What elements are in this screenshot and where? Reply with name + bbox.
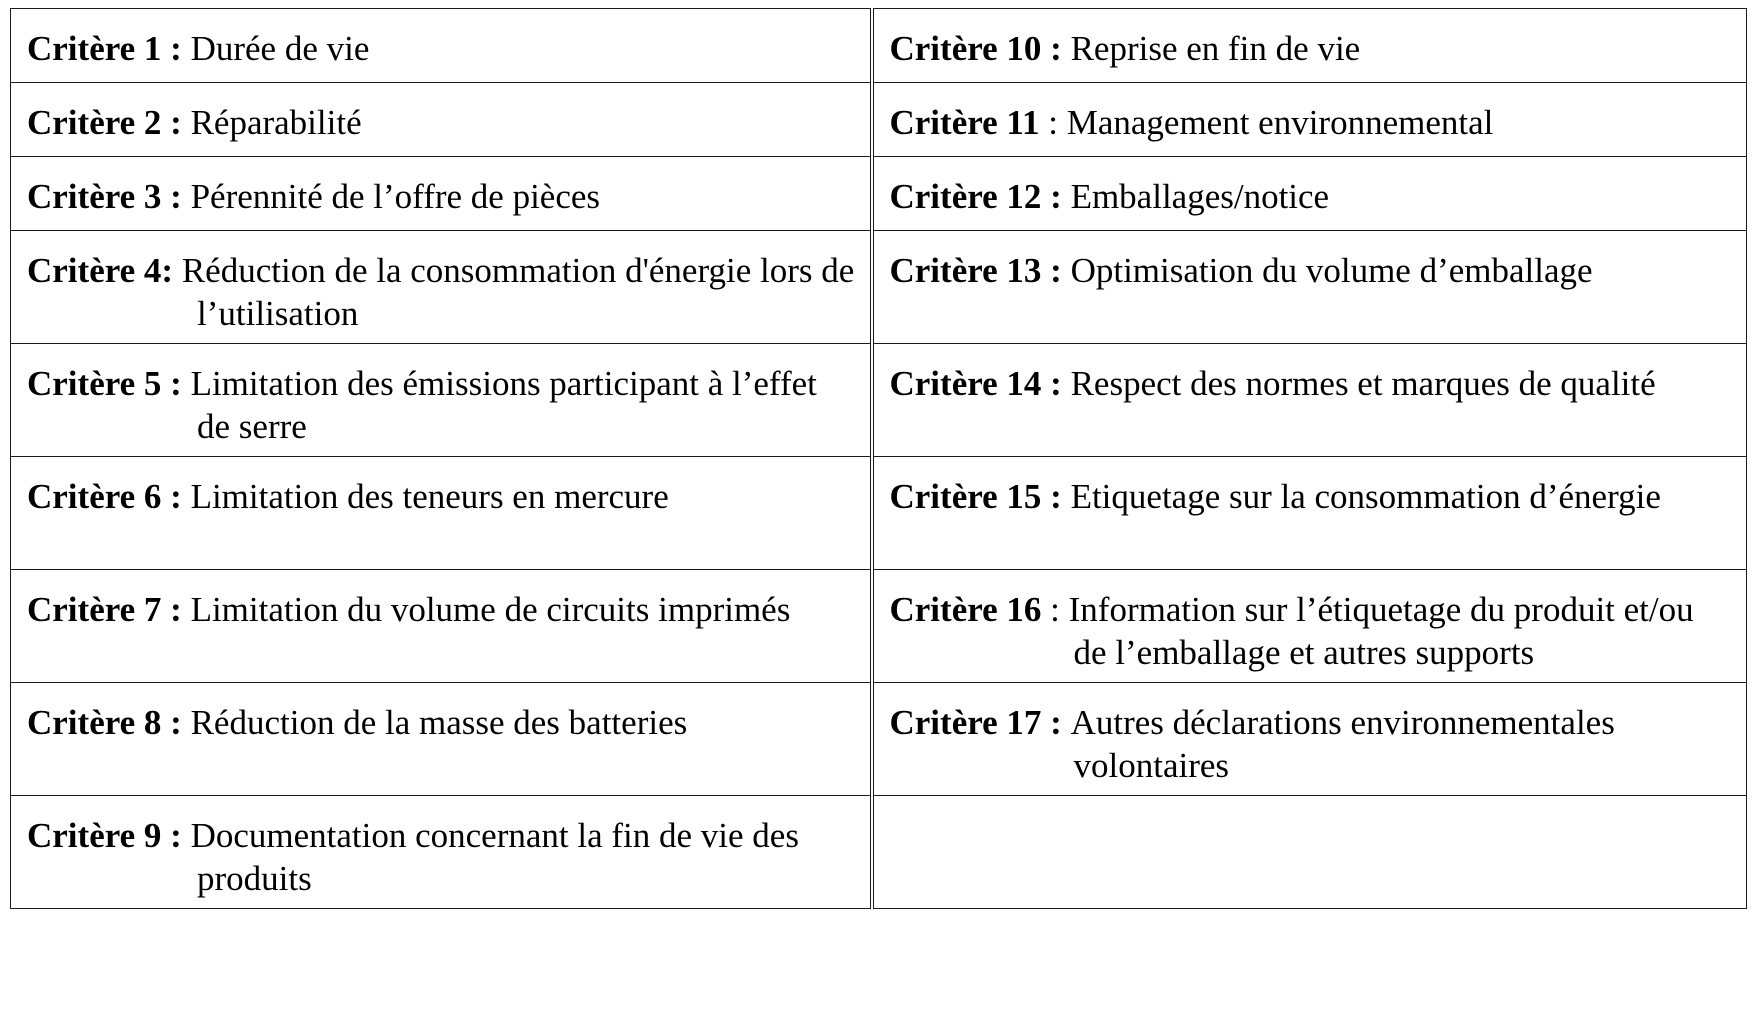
criterion-text: Information sur l’étiquetage du produit et/ou de l’emballage et autres supports	[1068, 590, 1694, 672]
criterion-text: Etiquetage sur la consommation d’énergie	[1070, 477, 1661, 516]
criterion-text: Optimisation du volume d’emballage	[1070, 251, 1593, 290]
criterion-label: Critère 16	[889, 590, 1042, 629]
criterion-label: Critère 1	[27, 29, 162, 68]
criterion-label: Critère 7	[27, 590, 162, 629]
criterion-cell: Critère 7 : Limitation du volume de circuits imprimés	[11, 570, 872, 683]
table-row	[11, 796, 1747, 909]
criterion-label: Critère 6	[27, 477, 162, 516]
criterion-text: Reprise en fin de vie	[1070, 29, 1361, 68]
criterion-label: Critère 12	[889, 177, 1042, 216]
criterion-cell: Critère 11 : Management environnemental	[872, 83, 1747, 157]
table-row	[11, 683, 1747, 796]
criterion-cell: Critère 9 : Documentation concernant la fin de vie des produits	[11, 796, 872, 909]
criterion-cell: Critère 4: Réduction de la consommation d'énergie lors de l’utilisation	[11, 231, 872, 344]
criterion-cell: Critère 16 : Information sur l’étiquetage du produit et/ou de l’emballage et autres supports	[872, 570, 1747, 683]
criterion-text: Limitation du volume de circuits imprimés	[190, 590, 791, 629]
criterion-label: Critère 17	[889, 703, 1042, 742]
table-row	[11, 570, 1747, 683]
criterion-label: Critère 2	[27, 103, 162, 142]
criterion-text: Réparabilité	[190, 103, 362, 142]
criterion-label: Critère 15	[889, 477, 1042, 516]
criteria-table	[10, 8, 1747, 909]
criterion-label: Critère 10	[889, 29, 1042, 68]
criterion-text: Limitation des teneurs en mercure	[190, 477, 669, 516]
criterion-text: Limitation des émissions participant à l’effet de serre	[190, 364, 817, 446]
criterion-cell: Critère 1 : Durée de vie	[11, 9, 872, 83]
criterion-label: Critère 8	[27, 703, 162, 742]
table-row	[11, 231, 1747, 344]
criterion-cell: Critère 5 : Limitation des émissions participant à l’effet de serre	[11, 344, 872, 457]
criterion-label: Critère 14	[889, 364, 1042, 403]
criterion-text: Pérennité de l’offre de pièces	[190, 177, 601, 216]
criterion-text: Autres déclarations environnementales volontaires	[1070, 703, 1615, 785]
criterion-label: Critère 11	[889, 103, 1040, 142]
table-row	[11, 157, 1747, 231]
criterion-cell: Critère 10 : Reprise en fin de vie	[872, 9, 1747, 83]
criterion-label: Critère 5	[27, 364, 162, 403]
table-row	[11, 9, 1747, 83]
criterion-cell: Critère 12 : Emballages/notice	[872, 157, 1747, 231]
criterion-cell: Critère 8 : Réduction de la masse des batteries	[11, 683, 872, 796]
criterion-label: Critère 13	[889, 251, 1042, 290]
criterion-cell: Critère 6 : Limitation des teneurs en mercure	[11, 457, 872, 570]
criterion-label: Critère 9	[27, 816, 162, 855]
table-row	[11, 344, 1747, 457]
criterion-text: Réduction de la consommation d'énergie lors de l’utilisation	[181, 251, 855, 333]
empty-cell	[872, 796, 1747, 909]
criterion-text: Documentation concernant la fin de vie des produits	[190, 816, 799, 898]
criterion-label: Critère 3	[27, 177, 162, 216]
criterion-cell: Critère 3 : Pérennité de l’offre de pièces	[11, 157, 872, 231]
criterion-cell: Critère 2 : Réparabilité	[11, 83, 872, 157]
criterion-text: Réduction de la masse des batteries	[190, 703, 688, 742]
criterion-cell: Critère 15 : Etiquetage sur la consommation d’énergie	[872, 457, 1747, 570]
criterion-text: Respect des normes et marques de qualité	[1070, 364, 1656, 403]
criterion-text: Management environnemental	[1066, 103, 1494, 142]
table-row	[11, 83, 1747, 157]
table-row	[11, 457, 1747, 570]
criterion-label: Critère 4	[27, 251, 162, 290]
criterion-cell: Critère 13 : Optimisation du volume d’emballage	[872, 231, 1747, 344]
criterion-cell: Critère 14 : Respect des normes et marques de qualité	[872, 344, 1747, 457]
criterion-cell: Critère 17 : Autres déclarations environnementales volontaires	[872, 683, 1747, 796]
criterion-text: Emballages/notice	[1070, 177, 1330, 216]
criterion-text: Durée de vie	[190, 29, 370, 68]
